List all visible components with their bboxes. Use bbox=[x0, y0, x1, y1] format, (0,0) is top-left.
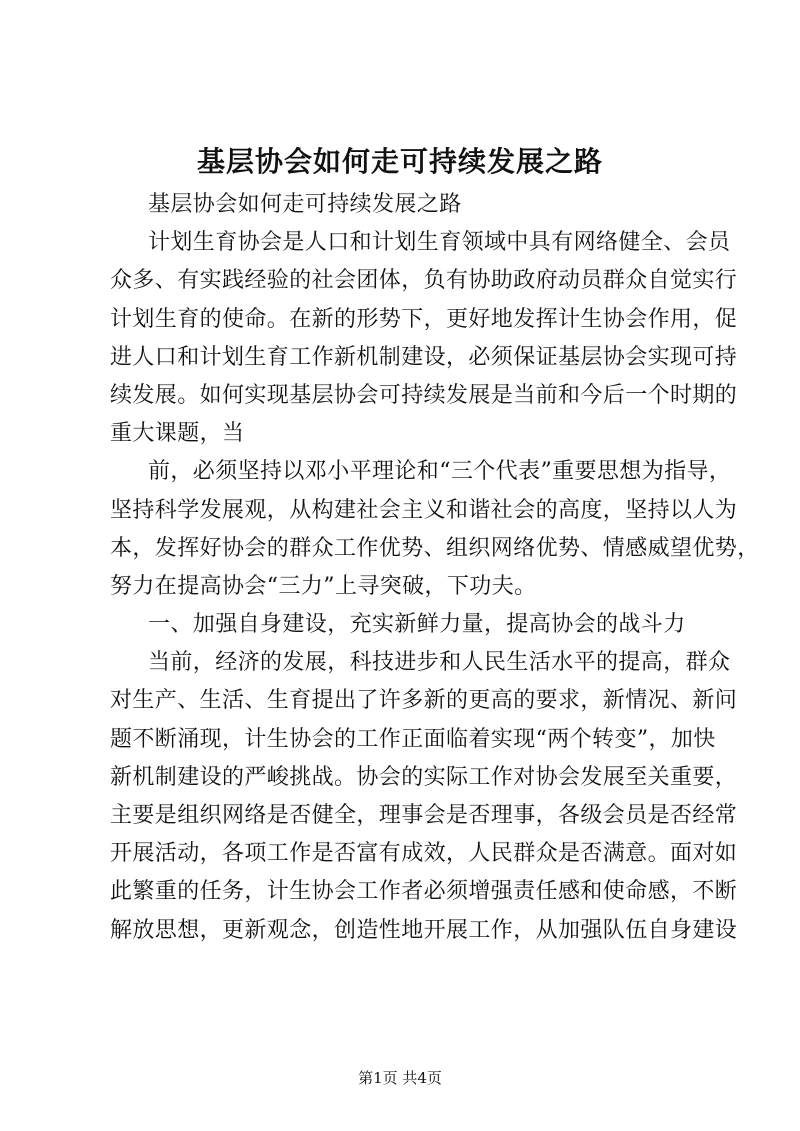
body-line: 进人口和计划生育工作新机制建设，必须保证基层协会实现可持 bbox=[110, 344, 738, 370]
body-line: 基层协会如何走可持续发展之路 bbox=[148, 192, 462, 217]
body-line: 坚持科学发展观，从构建社会主义和谐社会的高度，坚持以人为 bbox=[110, 497, 738, 523]
body-line: 本，发挥好协会的群众工作优势、组织网络优势、情感威望优势， bbox=[110, 535, 760, 561]
body-line: 开展活动，各项工作是否富有成效，人民群众是否满意。面对如 bbox=[110, 841, 738, 867]
document-title: 基层协会如何走可持续发展之路 bbox=[196, 145, 603, 178]
body-line: 努力在提高协会“三力”上寻突破，下功夫。 bbox=[110, 573, 537, 599]
body-line: 新机制建设的严峻挑战。协会的实际工作对协会发展至关重要， bbox=[110, 764, 738, 790]
body-line: 对生产、生活、生育提出了许多新的更高的要求，新情况、新问 bbox=[110, 688, 738, 714]
body-line: 续发展。如何实现基层协会可持续发展是当前和今后一个时期的 bbox=[110, 382, 738, 408]
document-body bbox=[110, 186, 760, 950]
body-line: 计划生育协会是人口和计划生育领域中具有网络健全、会员 bbox=[148, 230, 731, 256]
body-line: 前，必须坚持以邓小平理论和“三个代表”重要思想为指导， bbox=[148, 459, 732, 485]
body-line: 一、加强自身建设，充实新鲜力量，提高协会的战斗力 bbox=[148, 612, 686, 638]
body-line: 此繁重的任务，计生协会工作者必须增强责任感和使命感，不断 bbox=[110, 879, 738, 905]
body-line: 题不断涌现，计生协会的工作正面临着实现“两个转变”，加快 bbox=[110, 726, 716, 752]
body-line: 当前，经济的发展，科技进步和人民生活水平的提高，群众 bbox=[148, 650, 731, 676]
body-line: 主要是组织网络是否健全，理事会是否理事，各级会员是否经常 bbox=[110, 803, 738, 828]
body-line: 计划生育的使命。在新的形势下，更好地发挥计生协会作用，促 bbox=[110, 306, 738, 332]
body-line: 众多、有实践经验的社会团体，负有协助政府动员群众自觉实行 bbox=[110, 268, 738, 294]
body-line: 解放思想，更新观念，创造性地开展工作，从加强队伍自身建设 bbox=[110, 917, 738, 943]
body-line: 重大课题，当 bbox=[110, 421, 245, 447]
page-number-footer: 第1页 共4页 bbox=[358, 1069, 442, 1087]
